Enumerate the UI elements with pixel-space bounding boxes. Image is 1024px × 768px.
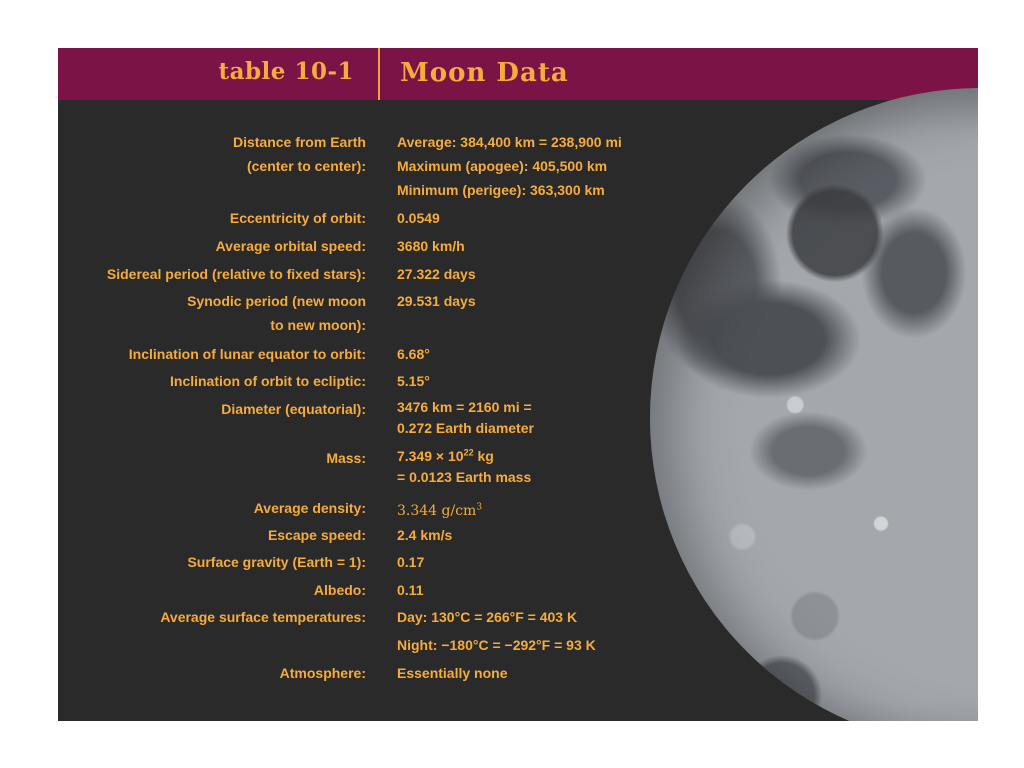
moon-data-table-slide	[58, 48, 978, 721]
row-label: Inclination of orbit to ecliptic:	[170, 373, 366, 389]
row-value: 0.11	[397, 582, 424, 598]
row-label: Albedo:	[313, 582, 366, 598]
row-value: 3476 km = 2160 mi = 0.272 Earth diameter	[397, 399, 534, 436]
row-value: Average: 384,400 km = 238,900 mi Maximum (apogee): 405,500 km Minimum (perigee): 363,300 km	[397, 134, 622, 198]
row-label: Surface gravity (Earth = 1):	[187, 554, 366, 570]
row-value: 3680 km/h	[397, 238, 465, 254]
row-value: 2.4 km/s	[397, 527, 453, 543]
row-label: Eccentricity of orbit:	[229, 210, 366, 226]
row-label: Synodic period (new moon to new moon):	[187, 293, 366, 333]
row-label: Escape speed:	[267, 527, 366, 543]
row-value: 27.322 days	[397, 266, 476, 282]
row-value: 0.0549	[397, 210, 440, 226]
row-label: Distance from Earth (center to center):	[232, 134, 366, 174]
row-value: Essentially none	[397, 665, 508, 681]
row-label: Inclination of lunar equator to orbit:	[128, 346, 366, 362]
row-label: Average surface temperatures:	[160, 609, 366, 625]
row-value: 3.344 $g/cm^3$	[397, 502, 483, 519]
row-label: Average density:	[253, 500, 366, 516]
row-value: 29.531 days	[397, 293, 476, 309]
row-label: Diameter (equatorial):	[221, 401, 366, 417]
data-rows	[58, 48, 978, 721]
table-number-label: table 10-1	[218, 58, 354, 85]
row-value: 6.68°	[397, 346, 430, 362]
row-label: Average orbital speed:	[215, 238, 366, 254]
row-value: Day: 130°C = 266°F = 403 K Night: −180°C = −292°F = 93 K	[397, 609, 596, 653]
row-value: 5.15°	[397, 373, 430, 389]
row-label: Mass:	[326, 450, 366, 466]
row-value: $7.349 \times 10^{22}$ kg = 0.0123 Earth mass	[397, 447, 532, 485]
row-value: 0.17	[397, 554, 425, 570]
row-label: Atmosphere:	[279, 665, 366, 681]
table-title: Moon Data	[400, 58, 569, 88]
row-label: Sidereal period (relative to fixed stars):	[106, 266, 366, 282]
